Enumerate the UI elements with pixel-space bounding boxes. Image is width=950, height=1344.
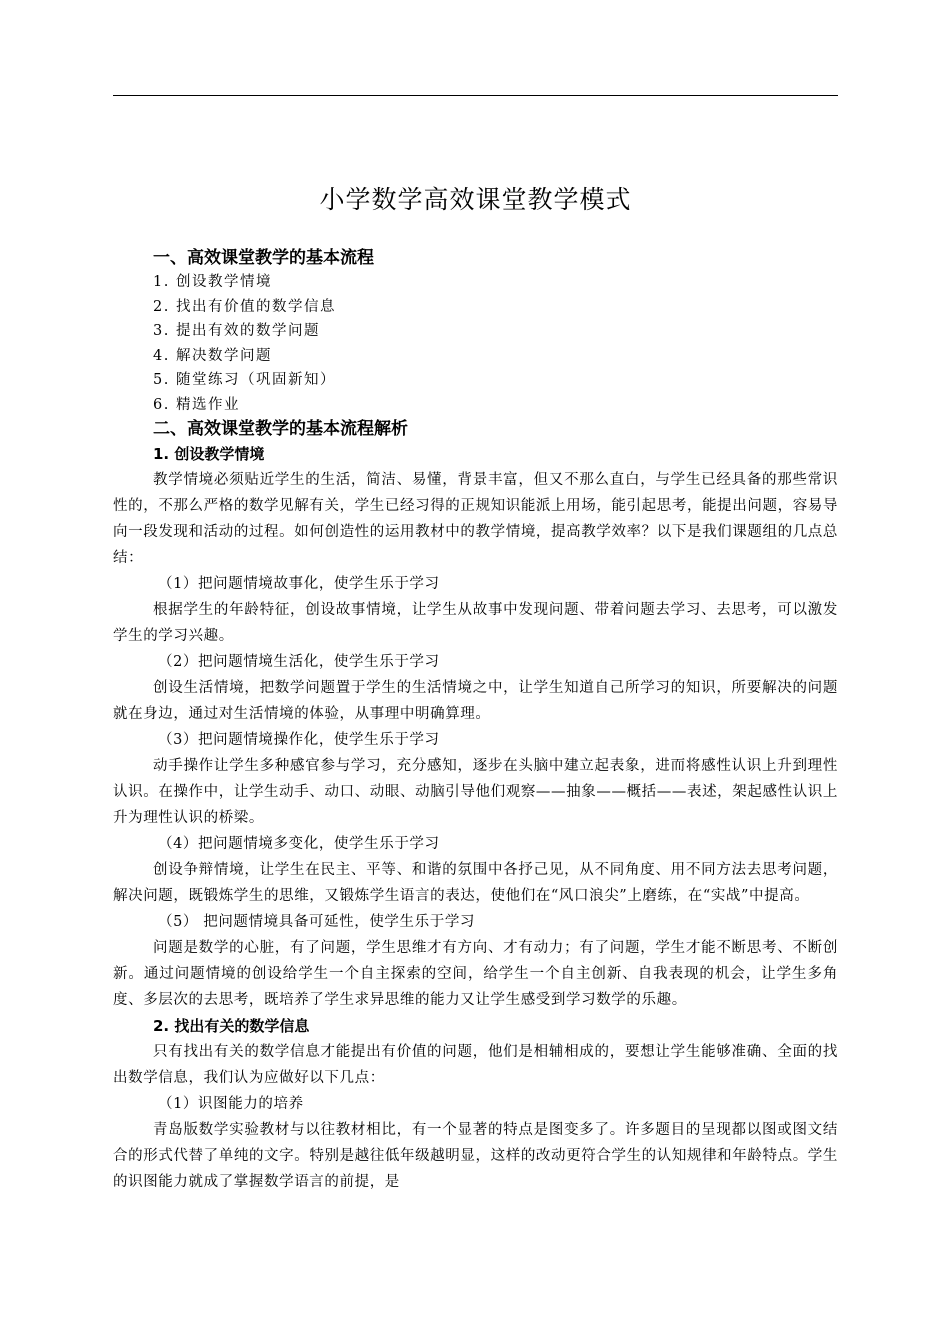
header-rule [113, 95, 838, 96]
point-label: （3）把问题情境操作化，使学生乐于学习 [158, 732, 440, 748]
subsection-heading: 2. 找出有关的数学信息 [153, 1017, 310, 1035]
point-label: （4）把问题情境多变化，使学生乐于学习 [158, 836, 440, 852]
list-item: 2. 找出有价值的数学信息 [153, 298, 336, 315]
point-label: （2）把问题情境生活化，使学生乐于学习 [158, 654, 440, 670]
subsection-heading: 1. 创设教学情境 [153, 445, 265, 463]
paragraph: 问题是数学的心脏，有了问题，学生思维才有方向、才有动力；有了问题，学生才能不断思考、不断创新。通过问题情境的创设给学生一个自主探索的空间，给学生一个自主创新、自我表现的机会，让学生多角度、多层次的去思考，既培养了学生求异思维的能力又让学生感受到学习数学的乐趣。 [113, 940, 838, 1008]
section-2-heading: 二、高效课堂教学的基本流程解析 [153, 419, 408, 439]
list-item: 4. 解决数学问题 [153, 347, 272, 364]
point-label: （1）把问题情境故事化，使学生乐于学习 [158, 576, 440, 592]
paragraph: 青岛版数学实验教材与以往教材相比，有一个显著的特点是图变多了。许多题目的呈现都以图或图文结合的形式代替了单纯的文字。特别是越往低年级越明显，这样的改动更符合学生的认知规律和年龄特点。学生的识图能力就成了掌握数学语言的前提，是 [113, 1122, 838, 1190]
list-item: 5. 随堂练习（巩固新知） [153, 372, 336, 388]
list-item: 6. 精选作业 [153, 396, 240, 413]
paragraph: 创设争辩情境，让学生在民主、平等、和谐的氛围中各抒己见，从不同角度、用不同方法去思考问题，解决问题，既锻炼学生的思维，又锻炼学生语言的表达，使他们在“风口浪尖”上磨练，在“实战”中提高。 [113, 862, 838, 904]
page-title: 小学数学高效课堂教学模式 [319, 185, 632, 214]
document-body [113, 180, 838, 1195]
paragraph: 教学情境必须贴近学生的生活，简洁、易懂，背景丰富，但又不那么直白，与学生已经具备的那些常识性的，不那么严格的数学见解有关，学生已经习得的正规知识能派上用场，能引起思考，能提出问题，容易导向一段发现和活动的过程。如何创造性的运用教材中的教学情境，提高教学效率？以下是我们课题组的几点总结： [113, 472, 838, 566]
list-item: 3. 提出有效的数学问题 [153, 323, 320, 339]
paragraph: 动手操作让学生多种感官参与学习，充分感知，逐步在头脑中建立起表象，进而将感性认识上升到理性认识。在操作中，让学生动手、动口、动眼、动脑引导他们观察——抽象——概括——表述，架起感性认识上升为理性认识的桥梁。 [113, 758, 838, 826]
point-label: （1）识图能力的培养 [158, 1096, 304, 1112]
paragraph: 创设生活情境，把数学问题置于学生的生活情境之中，让学生知道自己所学习的知识，所要解决的问题就在身边，通过对生活情境的体验，从事理中明确算理。 [113, 680, 838, 722]
paragraph: 根据学生的年龄特征，创设故事情境，让学生从故事中发现问题、带着问题去学习、去思考，可以激发学生的学习兴趣。 [113, 602, 838, 644]
section-1-heading: 一、高效课堂教学的基本流程 [153, 248, 374, 268]
list-item: 1. 创设教学情境 [153, 274, 272, 290]
paragraph: 只有找出有关的数学信息才能提出有价值的问题，他们是相辅相成的，要想让学生能够准确、全面的找出数学信息，我们认为应做好以下几点： [113, 1044, 838, 1086]
point-label: （5） 把问题情境具备可延性，使学生乐于学习 [158, 914, 476, 930]
